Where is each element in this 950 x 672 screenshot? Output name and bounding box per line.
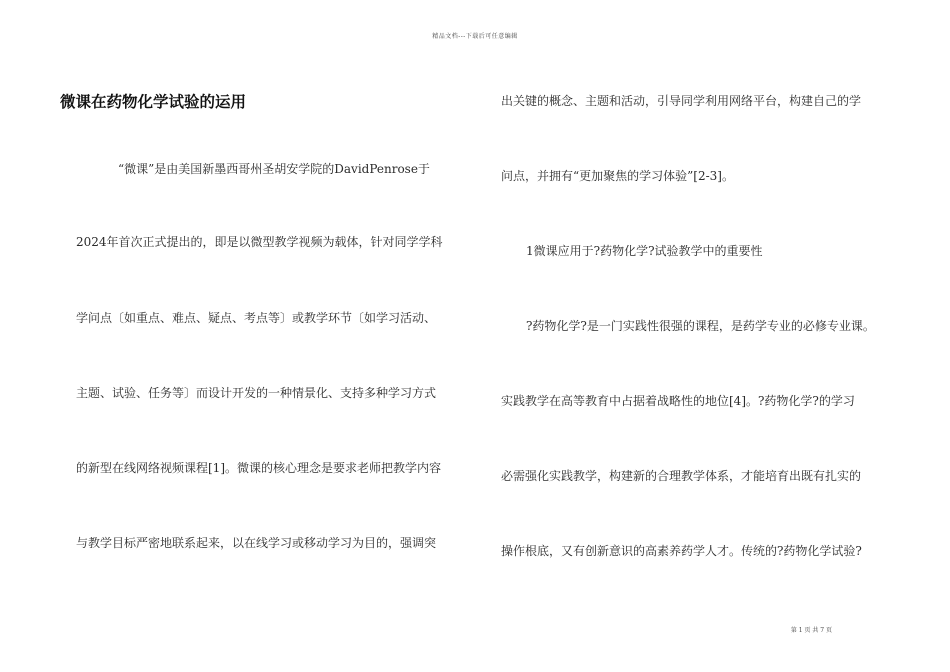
right-paragraph-line-6: 操作根底，又有创新意识的高素养药学人才。传统的?药物化学试验? xyxy=(501,544,862,558)
right-paragraph-line-4: 实践教学在高等教育中占据着战略性的地位[4]。?药物化学?的学习 xyxy=(501,394,855,408)
left-paragraph-line-4: 主题、试验、任务等〕而设计开发的一种情景化、支持多种学习方式 xyxy=(76,386,437,400)
page-number-footer: 第 1 页 共 7 页 xyxy=(790,627,832,634)
left-paragraph-line-3: 学问点〔如重点、难点、疑点、考点等〕或教学环节〔如学习活动、 xyxy=(76,311,437,325)
left-paragraph-line-1: “微课”是由美国新墨西哥州圣胡安学院的DavidPenrose于 xyxy=(118,162,430,176)
right-paragraph-line-1: 出关键的概念、主题和活动，引导同学利用网络平台，构建自己的学 xyxy=(501,94,862,108)
right-paragraph-line-3: ?药物化学?是一门实践性很强的课程，是药学专业的必修专业课。 xyxy=(526,319,875,333)
left-paragraph-line-6: 与教学目标严密地联系起来，以在线学习或移动学习为目的，强调突 xyxy=(76,536,437,550)
section-heading: 1微课应用于?药物化学?试验教学中的重要性 xyxy=(526,244,763,258)
document-header-note: 精品文档---下载后可任意编辑 xyxy=(432,33,518,40)
left-paragraph-line-5: 的新型在线网络视频课程[1]。微课的核心理念是要求老师把教学内容 xyxy=(76,461,442,475)
right-paragraph-line-2: 问点，并拥有“更加聚焦的学习体验”[2-3]。 xyxy=(501,169,734,183)
document-title: 微课在药物化学试验的运用 xyxy=(60,93,247,111)
left-paragraph-line-2: 2024年首次正式提出的，即是以微型教学视频为载体，针对同学学科 xyxy=(76,235,443,249)
right-paragraph-line-5: 必需强化实践教学，构建新的合理教学体系，才能培育出既有扎实的 xyxy=(501,469,862,483)
